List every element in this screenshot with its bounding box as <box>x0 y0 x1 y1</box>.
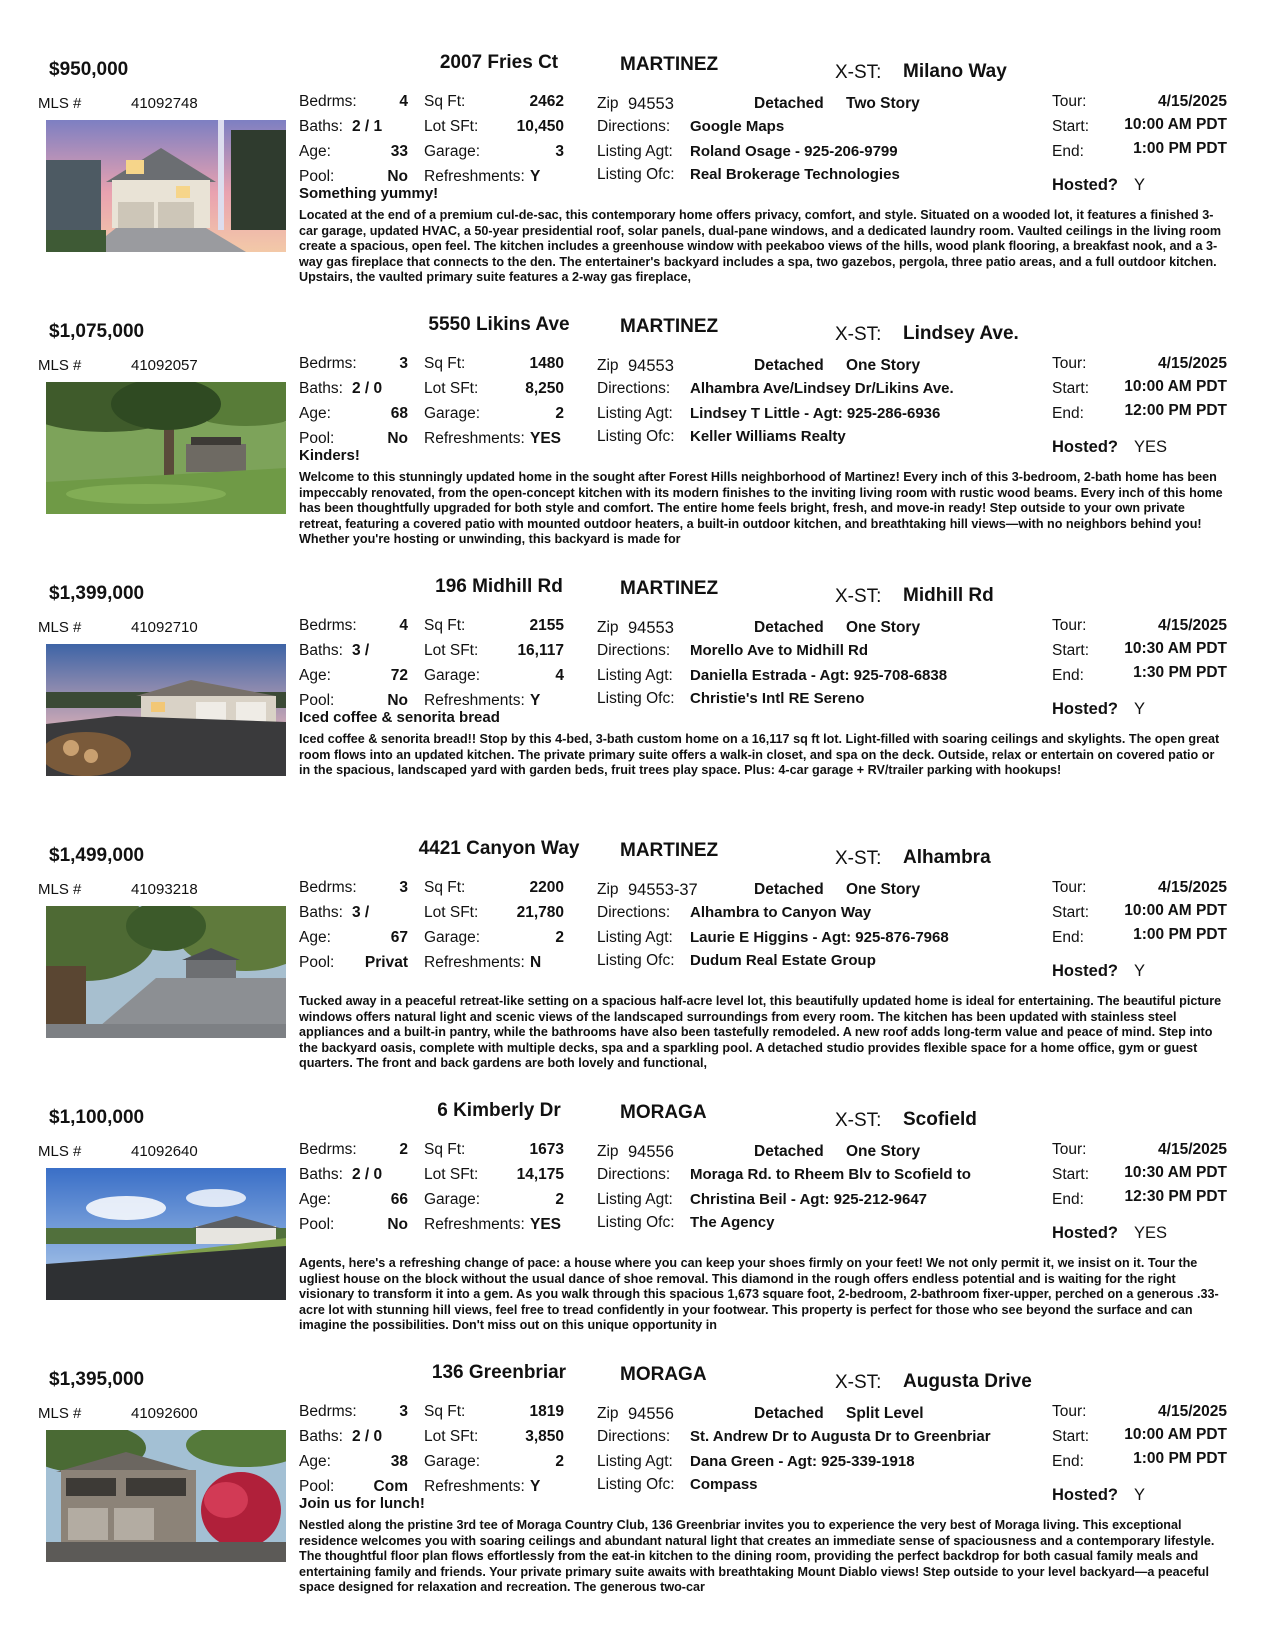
refreshments-label: Refreshments: <box>424 1478 525 1495</box>
end-label: End: <box>1052 667 1084 684</box>
listing-description: Agents, here's a refreshing change of pace: a house where you can keep your shoes firmly on your feet! We not only permit it, we insist on it. Tour the ugliest house on the block without the usual dance of shoe removal. This diamond in the rough offers endless potential and is waiting for the right visionary to transform it into a gem. As you walk through this spacious 1,673 square foot, 2-bedroom, 2-bathroom fixer-upper, perched on a generous .33-acre lot with stunning hill views, feel free to tread confidently in your footwear. This property is perfect for those who see beyond the surface and can imagine the possibilities. Don't miss out on this unique opportunity in <box>299 1256 1219 1333</box>
directions-label: Directions: <box>597 118 671 135</box>
cross-street-label: X-ST: <box>835 1110 882 1131</box>
bedrooms-label: Bedrms: <box>299 355 357 372</box>
cross-street-label: X-ST: <box>835 62 882 83</box>
mls-number: 41093218 <box>131 881 198 898</box>
age-value: 38 <box>390 1453 408 1470</box>
listing-city: MORAGA <box>620 1364 707 1385</box>
bedrooms-label: Bedrms: <box>299 1141 357 1158</box>
listing-price: $1,075,000 <box>49 321 145 342</box>
cross-street-label: X-ST: <box>835 848 882 869</box>
mls-label: MLS # <box>38 1405 82 1422</box>
refreshments-value: YES <box>530 1216 562 1233</box>
listing-card <box>0 1352 1275 1614</box>
lot-sqft-value: 16,117 <box>517 642 564 659</box>
cross-street-label: X-ST: <box>835 324 882 345</box>
listing-address: 136 Greenbriar <box>431 1362 567 1383</box>
end-time: 1:00 PM PDT <box>1133 1450 1227 1467</box>
listing-agent-value: Laurie E Higgins - Agt: 925-876-7968 <box>690 929 949 946</box>
refreshments-label: Refreshments: <box>424 1216 525 1233</box>
hosted-label: Hosted? <box>1052 1224 1118 1242</box>
refreshments-value: Y <box>530 1478 541 1495</box>
zip-value: 94553-37 <box>628 881 698 899</box>
lot-sqft-value: 8,250 <box>525 380 564 397</box>
pool-label: Pool: <box>299 430 335 447</box>
listing-city: MARTINEZ <box>620 578 719 599</box>
property-photo <box>46 120 286 252</box>
lot-sqft-label: Lot SFt: <box>424 1166 479 1183</box>
cross-street-label: X-ST: <box>835 586 882 607</box>
start-time: 10:00 AM PDT <box>1124 116 1227 133</box>
open-house-note: Iced coffee & senorita bread <box>299 709 500 726</box>
directions-label: Directions: <box>597 1166 671 1183</box>
listing-office-label: Listing Ofc: <box>597 952 675 969</box>
property-style: One Story <box>846 357 921 374</box>
property-style: One Story <box>846 1143 921 1160</box>
tour-label: Tour: <box>1052 355 1087 372</box>
bedrooms-value: 3 <box>399 879 408 896</box>
listing-description: Nestled along the pristine 3rd tee of Moraga Country Club, 136 Greenbriar invites you to experience the very best of Moraga living. This exceptional residence welcomes you with soaring ceilings and abundant natural light that creates an immediate sense of spaciousness and a contemporary lifestyle. The thoughtful floor plan flows effortlessly from the eat-in kitchen to the dining room, providing the perfect backdrop for both casual family meals and entertaining family and friends. Your private primary suite awaits with breathtaking Mount Diablo views! Step outside to your level backyard—a peaceful space designed for relaxation and recreation. The generous two-car <box>299 1518 1215 1595</box>
listing-city: MORAGA <box>620 1102 707 1123</box>
zip-label: Zip <box>597 619 619 636</box>
listing-office-value: The Agency <box>690 1214 775 1231</box>
hosted-value: Y <box>1134 700 1146 718</box>
tour-date: 4/15/2025 <box>1158 355 1227 372</box>
listing-agent-label: Listing Agt: <box>597 929 673 946</box>
directions-value: Morello Ave to Midhill Rd <box>690 642 869 659</box>
mls-number: 41092710 <box>131 619 198 636</box>
property-photo-image <box>46 906 286 1038</box>
baths-value: 2 / 0 <box>352 380 383 397</box>
sqft-value: 1673 <box>529 1141 564 1158</box>
sqft-value: 2462 <box>529 93 564 110</box>
end-label: End: <box>1052 405 1084 422</box>
cross-street-value: Lindsey Ave. <box>903 323 1019 344</box>
sqft-value: 1480 <box>529 355 564 372</box>
start-label: Start: <box>1052 904 1090 921</box>
hosted-value: YES <box>1134 438 1168 456</box>
garage-value: 4 <box>555 667 564 684</box>
zip-label: Zip <box>597 95 619 112</box>
pool-value: No <box>387 692 408 709</box>
listing-city: MARTINEZ <box>620 316 719 337</box>
pool-label: Pool: <box>299 954 335 971</box>
listing-agent-label: Listing Agt: <box>597 1453 673 1470</box>
listing-city: MARTINEZ <box>620 54 719 75</box>
property-style: Two Story <box>846 95 920 112</box>
baths-label: Baths: <box>299 118 343 135</box>
refreshments-value: YES <box>530 430 562 447</box>
listing-card <box>0 42 1275 304</box>
pool-label: Pool: <box>299 692 335 709</box>
listing-description: Welcome to this stunningly updated home in the sought after Forest Hills neighborhood of Martinez! Every inch of this 3-bedroom, 2-bath home has been impeccably renovated, from the open-concept kitchen with its modern finishes to the inviting living room with rustic wood beams. Every inch of this home has been thoughtfully upgraded for both style and comfort. The entire home feels bright, fresh, and move-in ready! Step outside to your own private retreat, featuring a covered patio with mounted outdoor heaters, a built-in outdoor kitchen, and breathtaking hill views—with no neighbors behind you! Whether you're hosting or unwinding, this backyard is made for <box>299 470 1223 547</box>
property-photo-image <box>46 120 286 252</box>
pool-label: Pool: <box>299 1478 335 1495</box>
start-label: Start: <box>1052 118 1090 135</box>
property-photo-image <box>46 1168 286 1300</box>
zip-value: 94553 <box>628 619 674 637</box>
bedrooms-value: 3 <box>399 355 408 372</box>
listing-office-value: Keller Williams Realty <box>690 428 846 445</box>
hosted-value: Y <box>1134 1486 1146 1504</box>
refreshments-label: Refreshments: <box>424 168 525 185</box>
age-label: Age: <box>299 1453 331 1470</box>
listing-office-label: Listing Ofc: <box>597 1476 675 1493</box>
baths-label: Baths: <box>299 1428 343 1445</box>
listing-price: $1,499,000 <box>49 845 145 866</box>
baths-value: 2 / 0 <box>352 1428 383 1445</box>
pool-label: Pool: <box>299 168 335 185</box>
property-photo-image <box>46 644 286 776</box>
end-label: End: <box>1052 1453 1084 1470</box>
listing-agent-label: Listing Agt: <box>597 1191 673 1208</box>
sqft-label: Sq Ft: <box>424 617 466 634</box>
garage-label: Garage: <box>424 1453 481 1470</box>
property-style: One Story <box>846 881 921 898</box>
baths-label: Baths: <box>299 380 343 397</box>
mls-label: MLS # <box>38 357 82 374</box>
listing-card <box>0 304 1275 566</box>
open-house-note: Kinders! <box>299 447 360 464</box>
cross-street-value: Scofield <box>903 1109 977 1130</box>
listing-agent-value: Daniella Estrada - Agt: 925-708-6838 <box>690 667 948 684</box>
start-label: Start: <box>1052 1428 1090 1445</box>
mls-label: MLS # <box>38 95 82 112</box>
property-photo-image <box>46 382 286 514</box>
tour-label: Tour: <box>1052 879 1087 896</box>
sqft-value: 2200 <box>529 879 564 896</box>
open-house-note: Something yummy! <box>299 185 439 202</box>
listing-description: Iced coffee & senorita bread!! Stop by this 4-bed, 3-bath custom home on a 16,117 sq ft lot. Light-filled with soaring ceilings and skylights. The open great room flows into an updated kitchen. The private primary suite offers a walk-in closet, and spa on the deck. Outside, relax or entertain on covered patio or in the spacious, landscaped yard with garden beds, fruit trees play space. Plus: 4-car garage + RV/trailer parking with hookups! <box>299 732 1220 778</box>
garage-value: 2 <box>555 405 564 422</box>
listing-office-value: Compass <box>690 1476 758 1493</box>
end-time: 12:00 PM PDT <box>1124 402 1227 419</box>
listing-card <box>0 1090 1275 1352</box>
listing-office-label: Listing Ofc: <box>597 1214 675 1231</box>
pool-label: Pool: <box>299 1216 335 1233</box>
start-label: Start: <box>1052 380 1090 397</box>
listing-office-value: Dudum Real Estate Group <box>690 952 876 969</box>
end-time: 12:30 PM PDT <box>1124 1188 1227 1205</box>
age-label: Age: <box>299 929 331 946</box>
hosted-value: YES <box>1134 1224 1168 1242</box>
zip-label: Zip <box>597 1405 619 1422</box>
age-value: 33 <box>390 143 408 160</box>
directions-value: Moraga Rd. to Rheem Blv to Scofield to <box>690 1166 971 1183</box>
zip-value: 94553 <box>628 95 674 113</box>
sqft-value: 1819 <box>529 1403 564 1420</box>
end-time: 1:00 PM PDT <box>1133 926 1227 943</box>
garage-label: Garage: <box>424 1191 481 1208</box>
bedrooms-label: Bedrms: <box>299 1403 357 1420</box>
lot-sqft-value: 10,450 <box>516 118 564 135</box>
tour-date: 4/15/2025 <box>1158 93 1227 110</box>
refreshments-label: Refreshments: <box>424 430 525 447</box>
cross-street-value: Midhill Rd <box>903 585 994 606</box>
listing-agent-value: Roland Osage - 925-206-9799 <box>690 143 898 160</box>
tour-label: Tour: <box>1052 93 1087 110</box>
start-time: 10:30 AM PDT <box>1124 1164 1227 1181</box>
mls-label: MLS # <box>38 619 82 636</box>
cross-street-value: Milano Way <box>903 61 1007 82</box>
listing-description: Tucked away in a peaceful retreat-like setting on a spacious half-acre level lot, this beautifully updated home is ideal for entertaining. The beautiful picture windows offers natural light and scenic views of the landscaped surroundings from every room. The kitchen has been updated with stainless steel appliances and a built-in pantry, while the bathrooms have also been tastefully remodeled. A new roof adds long-term value and peace of mind. Step into the backyard oasis, complete with multiple decks, spa and a sparkling pool. A detached studio provides flexible space for a home office, gym or guest quarters. The front and back gardens are both lovely and functional, <box>299 994 1222 1071</box>
bedrooms-value: 4 <box>399 617 408 634</box>
baths-value: 2 / 1 <box>352 118 383 135</box>
age-value: 68 <box>390 405 408 422</box>
sqft-label: Sq Ft: <box>424 1403 466 1420</box>
directions-label: Directions: <box>597 380 671 397</box>
pool-value: Com <box>373 1478 408 1495</box>
listing-office-label: Listing Ofc: <box>597 166 675 183</box>
listing-agent-value: Christina Beil - Agt: 925-212-9647 <box>690 1191 928 1208</box>
refreshments-label: Refreshments: <box>424 954 525 971</box>
mls-label: MLS # <box>38 881 82 898</box>
start-time: 10:00 AM PDT <box>1124 378 1227 395</box>
garage-label: Garage: <box>424 405 481 422</box>
age-value: 66 <box>390 1191 408 1208</box>
zip-value: 94553 <box>628 357 674 375</box>
listing-price: $1,399,000 <box>49 583 145 604</box>
listing-city: MARTINEZ <box>620 840 719 861</box>
end-time: 1:00 PM PDT <box>1133 140 1227 157</box>
property-photo <box>46 382 286 514</box>
zip-label: Zip <box>597 357 619 374</box>
tour-date: 4/15/2025 <box>1158 879 1227 896</box>
baths-label: Baths: <box>299 642 343 659</box>
start-time: 10:30 AM PDT <box>1124 640 1227 657</box>
tour-date: 4/15/2025 <box>1158 1141 1227 1158</box>
directions-value: St. Andrew Dr to Augusta Dr to Greenbriar <box>690 1428 991 1445</box>
cross-street-label: X-ST: <box>835 1372 882 1393</box>
mls-label: MLS # <box>38 1143 82 1160</box>
mls-number: 41092748 <box>131 95 198 112</box>
property-photo-image <box>46 1430 286 1562</box>
mls-number: 41092600 <box>131 1405 198 1422</box>
hosted-label: Hosted? <box>1052 176 1118 194</box>
pool-value: No <box>387 1216 408 1233</box>
pool-value: No <box>387 168 408 185</box>
tour-label: Tour: <box>1052 617 1087 634</box>
tour-date: 4/15/2025 <box>1158 617 1227 634</box>
zip-value: 94556 <box>628 1143 674 1161</box>
open-house-note: Join us for lunch! <box>299 1495 425 1512</box>
refreshments-value: N <box>530 954 542 971</box>
zip-label: Zip <box>597 1143 619 1160</box>
hosted-label: Hosted? <box>1052 700 1118 718</box>
garage-value: 2 <box>555 929 564 946</box>
lot-sqft-label: Lot SFt: <box>424 904 479 921</box>
start-time: 10:00 AM PDT <box>1124 1426 1227 1443</box>
listing-agent-label: Listing Agt: <box>597 667 673 684</box>
listing-office-label: Listing Ofc: <box>597 690 675 707</box>
listing-address: 5550 Likins Ave <box>428 314 570 335</box>
end-label: End: <box>1052 1191 1084 1208</box>
bedrooms-label: Bedrms: <box>299 617 357 634</box>
directions-value: Google Maps <box>690 118 785 135</box>
age-value: 72 <box>390 667 408 684</box>
age-label: Age: <box>299 1191 331 1208</box>
lot-sqft-label: Lot SFt: <box>424 118 479 135</box>
bedrooms-value: 2 <box>399 1141 408 1158</box>
lot-sqft-label: Lot SFt: <box>424 1428 479 1445</box>
listing-description: Located at the end of a premium cul-de-sac, this contemporary home offers privacy, comfort, and style. Situated on a wooded lot, it features a finished 3-car garage, updated HVAC, a 50-year presidential roof, solar panels, dual-pane windows, and a dedicated laundry room. Vaulted ceilings in the living room create a spacious, open feel. The kitchen includes a greenhouse window with peekaboo views of the hills, wood plank flooring, a breakfast nook, and a 3-way gas fireplace that connects to the den. The entertainer's backyard includes a spa, two gazebos, pergola, three patio areas, and a full outdoor kitchen. Upstairs, the vaulted primary suite features a 2-way gas fireplace, <box>299 208 1222 285</box>
end-label: End: <box>1052 929 1084 946</box>
baths-value: 3 / <box>352 904 370 921</box>
property-style: One Story <box>846 619 921 636</box>
refreshments-label: Refreshments: <box>424 692 525 709</box>
baths-label: Baths: <box>299 904 343 921</box>
mls-number: 41092640 <box>131 1143 198 1160</box>
hosted-value: Y <box>1134 962 1146 980</box>
sqft-label: Sq Ft: <box>424 93 466 110</box>
refreshments-value: Y <box>530 692 541 709</box>
hosted-label: Hosted? <box>1052 1486 1118 1504</box>
directions-value: Alhambra to Canyon Way <box>690 904 872 921</box>
listing-agent-value: Lindsey T Little - Agt: 925-286-6936 <box>690 405 941 422</box>
hosted-label: Hosted? <box>1052 438 1118 456</box>
bedrooms-label: Bedrms: <box>299 93 357 110</box>
garage-label: Garage: <box>424 929 481 946</box>
sqft-label: Sq Ft: <box>424 1141 466 1158</box>
cross-street-value: Augusta Drive <box>903 1371 1032 1392</box>
lot-sqft-label: Lot SFt: <box>424 380 479 397</box>
age-value: 67 <box>390 929 408 946</box>
end-time: 1:30 PM PDT <box>1133 664 1227 681</box>
property-type: Detached <box>754 619 824 636</box>
listing-price: $1,395,000 <box>49 1369 145 1390</box>
sqft-value: 2155 <box>529 617 564 634</box>
age-label: Age: <box>299 667 331 684</box>
property-style: Split Level <box>846 1405 924 1422</box>
property-type: Detached <box>754 95 824 112</box>
property-type: Detached <box>754 357 824 374</box>
bedrooms-label: Bedrms: <box>299 879 357 896</box>
lot-sqft-value: 21,780 <box>516 904 564 921</box>
garage-value: 2 <box>555 1453 564 1470</box>
listing-address: 2007 Fries Ct <box>439 52 559 73</box>
listing-address: 196 Midhill Rd <box>435 576 563 597</box>
garage-label: Garage: <box>424 667 481 684</box>
garage-value: 2 <box>555 1191 564 1208</box>
tour-label: Tour: <box>1052 1403 1087 1420</box>
tour-label: Tour: <box>1052 1141 1087 1158</box>
bedrooms-value: 3 <box>399 1403 408 1420</box>
cross-street-value: Alhambra <box>903 847 991 868</box>
lot-sqft-value: 14,175 <box>516 1166 564 1183</box>
property-photo <box>46 644 286 776</box>
listing-agent-label: Listing Agt: <box>597 143 673 160</box>
listing-address: 6 Kimberly Dr <box>437 1100 561 1121</box>
sqft-label: Sq Ft: <box>424 879 466 896</box>
property-photo <box>46 906 286 1038</box>
mls-number: 41092057 <box>131 357 198 374</box>
baths-value: 3 / <box>352 642 370 659</box>
zip-value: 94556 <box>628 1405 674 1423</box>
directions-value: Alhambra Ave/Lindsey Dr/Likins Ave. <box>690 380 954 397</box>
property-photo <box>46 1168 286 1300</box>
directions-label: Directions: <box>597 1428 671 1445</box>
hosted-value: Y <box>1134 176 1146 194</box>
garage-label: Garage: <box>424 143 481 160</box>
lot-sqft-value: 3,850 <box>525 1428 564 1445</box>
sqft-label: Sq Ft: <box>424 355 466 372</box>
listing-price: $1,100,000 <box>49 1107 145 1128</box>
refreshments-value: Y <box>530 168 541 185</box>
start-label: Start: <box>1052 642 1090 659</box>
property-type: Detached <box>754 1405 824 1422</box>
pool-value: Privat <box>364 954 408 971</box>
age-label: Age: <box>299 405 331 422</box>
age-label: Age: <box>299 143 331 160</box>
listing-agent-value: Dana Green - Agt: 925-339-1918 <box>690 1453 915 1470</box>
property-type: Detached <box>754 1143 824 1160</box>
property-type: Detached <box>754 881 824 898</box>
tour-date: 4/15/2025 <box>1158 1403 1227 1420</box>
bedrooms-value: 4 <box>399 93 408 110</box>
start-time: 10:00 AM PDT <box>1124 902 1227 919</box>
listing-office-label: Listing Ofc: <box>597 428 675 445</box>
listing-address: 4421 Canyon Way <box>418 838 580 859</box>
listing-office-value: Christie's Intl RE Sereno <box>690 690 865 707</box>
listing-office-value: Real Brokerage Technologies <box>690 166 900 183</box>
listing-card <box>0 566 1275 828</box>
hosted-label: Hosted? <box>1052 962 1118 980</box>
baths-value: 2 / 0 <box>352 1166 383 1183</box>
listing-agent-label: Listing Agt: <box>597 405 673 422</box>
end-label: End: <box>1052 143 1084 160</box>
garage-value: 3 <box>555 143 564 160</box>
start-label: Start: <box>1052 1166 1090 1183</box>
baths-label: Baths: <box>299 1166 343 1183</box>
property-photo <box>46 1430 286 1562</box>
directions-label: Directions: <box>597 642 671 659</box>
directions-label: Directions: <box>597 904 671 921</box>
lot-sqft-label: Lot SFt: <box>424 642 479 659</box>
pool-value: No <box>387 430 408 447</box>
zip-label: Zip <box>597 881 619 898</box>
listing-card <box>0 828 1275 1090</box>
listing-price: $950,000 <box>49 59 129 80</box>
